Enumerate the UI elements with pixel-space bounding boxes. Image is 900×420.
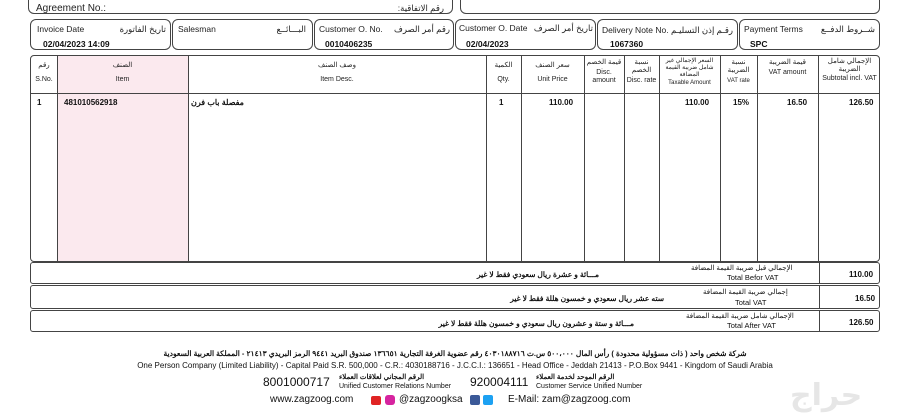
- customer-order-date-label-ar: تاريخ أمر الصرف: [533, 23, 593, 33]
- total-before-vat-label: Total Befor VAT: [727, 273, 779, 282]
- total-after-vat-row: [30, 310, 880, 332]
- payment-terms-value: SPC: [750, 39, 768, 49]
- company-info-ar: شركة شخص واحد ( ذات مسؤولية محدودة ) رأس المال ٥٠٠،٠٠٠ س.ت ٤٠٣٠١٨٨٧١٦ رقم عضوية الغرفة التجارية ١٣٦٦٥١ صندوق البريد ٩٤٤١ الرمز البريدي ٢١٤١٣ - المملكة العربية السعودية: [163, 349, 747, 358]
- agreement-label: Agreement No.:: [36, 3, 107, 14]
- customer-order-no-value: 0010406235: [325, 39, 373, 49]
- company-info-en: One Person Company (Limited Liability) - Capital Paid S.R. 500,000 - C.R.: 4030188716 - J.C.C.I.: 136651 - Head Office - Jeddah 21413 - P.O.Box 9441 - Kingdom of Saudi Arabia: [137, 361, 773, 370]
- item-column-shade: [57, 56, 188, 262]
- header-vat-rate: نسبة الضريبة VAT rate: [727, 59, 750, 84]
- delivery-note-box: [597, 19, 738, 50]
- header-desc: وصف الصنف Item Desc.: [317, 62, 357, 83]
- total-after-vat-label: Total After VAT: [727, 321, 776, 330]
- row-qty: 1: [499, 98, 504, 107]
- header-disc-rate: نسبة الخصم Disc. rate: [626, 59, 657, 84]
- youtube-icon[interactable]: [371, 396, 381, 405]
- service-number-block: [470, 373, 680, 395]
- instagram-icon[interactable]: [385, 395, 395, 405]
- website-link[interactable]: www.zagzoog.com: [270, 394, 354, 405]
- row-subtotal: 126.50: [849, 98, 874, 107]
- agreement-box: [28, 0, 453, 14]
- customer-order-no-label: Customer O. No.: [319, 24, 383, 34]
- row-taxable: 110.00: [685, 98, 710, 107]
- service-label: Customer Service Unified Number: [536, 383, 643, 390]
- invoice-date-value: 02/04/2023 14:09: [43, 39, 110, 49]
- header-qty: الكمية Qty.: [494, 62, 513, 83]
- total-vat-label: Total VAT: [735, 298, 767, 307]
- unified-label-ar: الرقم المجاني لعلاقات العملاء: [339, 374, 425, 381]
- salesman-box: [172, 19, 313, 50]
- row-item: 481010562918: [64, 98, 118, 107]
- contact-row: [270, 394, 670, 408]
- delivery-note-value: 1067360: [610, 39, 644, 49]
- unified-number-block: [263, 373, 473, 395]
- payment-terms-label-ar: شــروط الدفــع: [820, 24, 875, 34]
- service-label-ar: الرقم الموحد لخدمة العملاء: [536, 374, 615, 381]
- total-vat-label-ar: إجمالي ضريبة القيمة المضافة: [703, 289, 788, 296]
- social-handle[interactable]: @zagzoogksa: [399, 394, 463, 405]
- row-desc: مفصلة باب فرن: [191, 98, 244, 107]
- row-unit-price: 110.00: [549, 98, 574, 107]
- service-number: 920004111: [470, 375, 529, 389]
- unified-label: Unified Customer Relations Number: [339, 383, 452, 390]
- salesman-label: Salesman: [178, 24, 216, 34]
- header-sno: رقم S.No.: [35, 62, 53, 83]
- facebook-icon[interactable]: [470, 395, 480, 405]
- payment-terms-label: Payment Terms: [744, 24, 803, 34]
- header-disc-amount: قيمة الخصم Disc. amount: [586, 59, 622, 84]
- customer-order-date-box: [455, 19, 596, 50]
- customer-order-no-box: [314, 19, 454, 50]
- row-sno: 1: [37, 98, 42, 107]
- total-after-vat-words: مـــائة و ستة و عشرون ريال سعودي و خمسون هللة فقط لا غير: [438, 319, 634, 328]
- delivery-note-label: Delivery Note No.: [602, 25, 669, 35]
- total-before-vat-value: 110.00: [849, 270, 874, 279]
- row-vat-rate: 15%: [733, 98, 750, 107]
- header-vat-amount: قيمة الضريبة VAT amount: [768, 59, 807, 76]
- salesman-label-ar: البـــائــع: [276, 24, 306, 34]
- items-table: [30, 55, 880, 262]
- header-subtotal: الإجمالي شامل الضريبة Subtotal incl. VAT: [822, 58, 877, 82]
- invoice-date-box: [30, 19, 171, 50]
- total-before-vat-label-ar: الإجمالي قبل ضريبة القيمة المضافة: [691, 265, 793, 272]
- total-vat-row: [30, 285, 880, 309]
- total-vat-words: سته عشر ريال سعودي و خمسون هللة فقط لا غير: [510, 294, 664, 303]
- agreement-label-ar: رقم الاتفاقية:: [397, 3, 444, 13]
- total-after-vat-label-ar: الإجمالي شامل ضريبة القيمة المضافة: [686, 313, 794, 320]
- email-link[interactable]: E-Mail: zam@zagzoog.com: [508, 394, 631, 405]
- twitter-icon[interactable]: [483, 395, 493, 405]
- invoice-date-label: Invoice Date: [37, 24, 85, 34]
- delivery-note-label-ar: رقـم إذن التسليـم: [670, 25, 733, 35]
- header-unit-price: سعر الصنف Unit Price: [535, 62, 570, 83]
- total-vat-value: 16.50: [855, 294, 876, 303]
- top-right-box: [460, 0, 880, 14]
- header-taxable: السعر الإجمالي غير شامل ضريبة القيمة المضافة Taxable Amount: [665, 58, 714, 86]
- customer-order-date-label: Customer O. Date: [459, 23, 528, 33]
- total-before-vat-row: [30, 262, 880, 284]
- watermark-logo: حراج: [790, 378, 863, 413]
- total-before-vat-words: مـــائة و عشرة ريال سعودي فقط لا غير: [477, 270, 599, 279]
- payment-terms-box: [739, 19, 880, 50]
- unified-number: 8001000717: [263, 375, 330, 389]
- row-vat-amount: 16.50: [787, 98, 808, 107]
- invoice-date-label-ar: تاريخ الفاتورة: [119, 24, 166, 34]
- total-after-vat-value: 126.50: [849, 318, 874, 327]
- customer-order-no-label-ar: رقم أمر الصرف: [394, 24, 450, 34]
- header-item: الصنف Item: [112, 62, 133, 83]
- customer-order-date-value: 02/04/2023: [466, 39, 509, 49]
